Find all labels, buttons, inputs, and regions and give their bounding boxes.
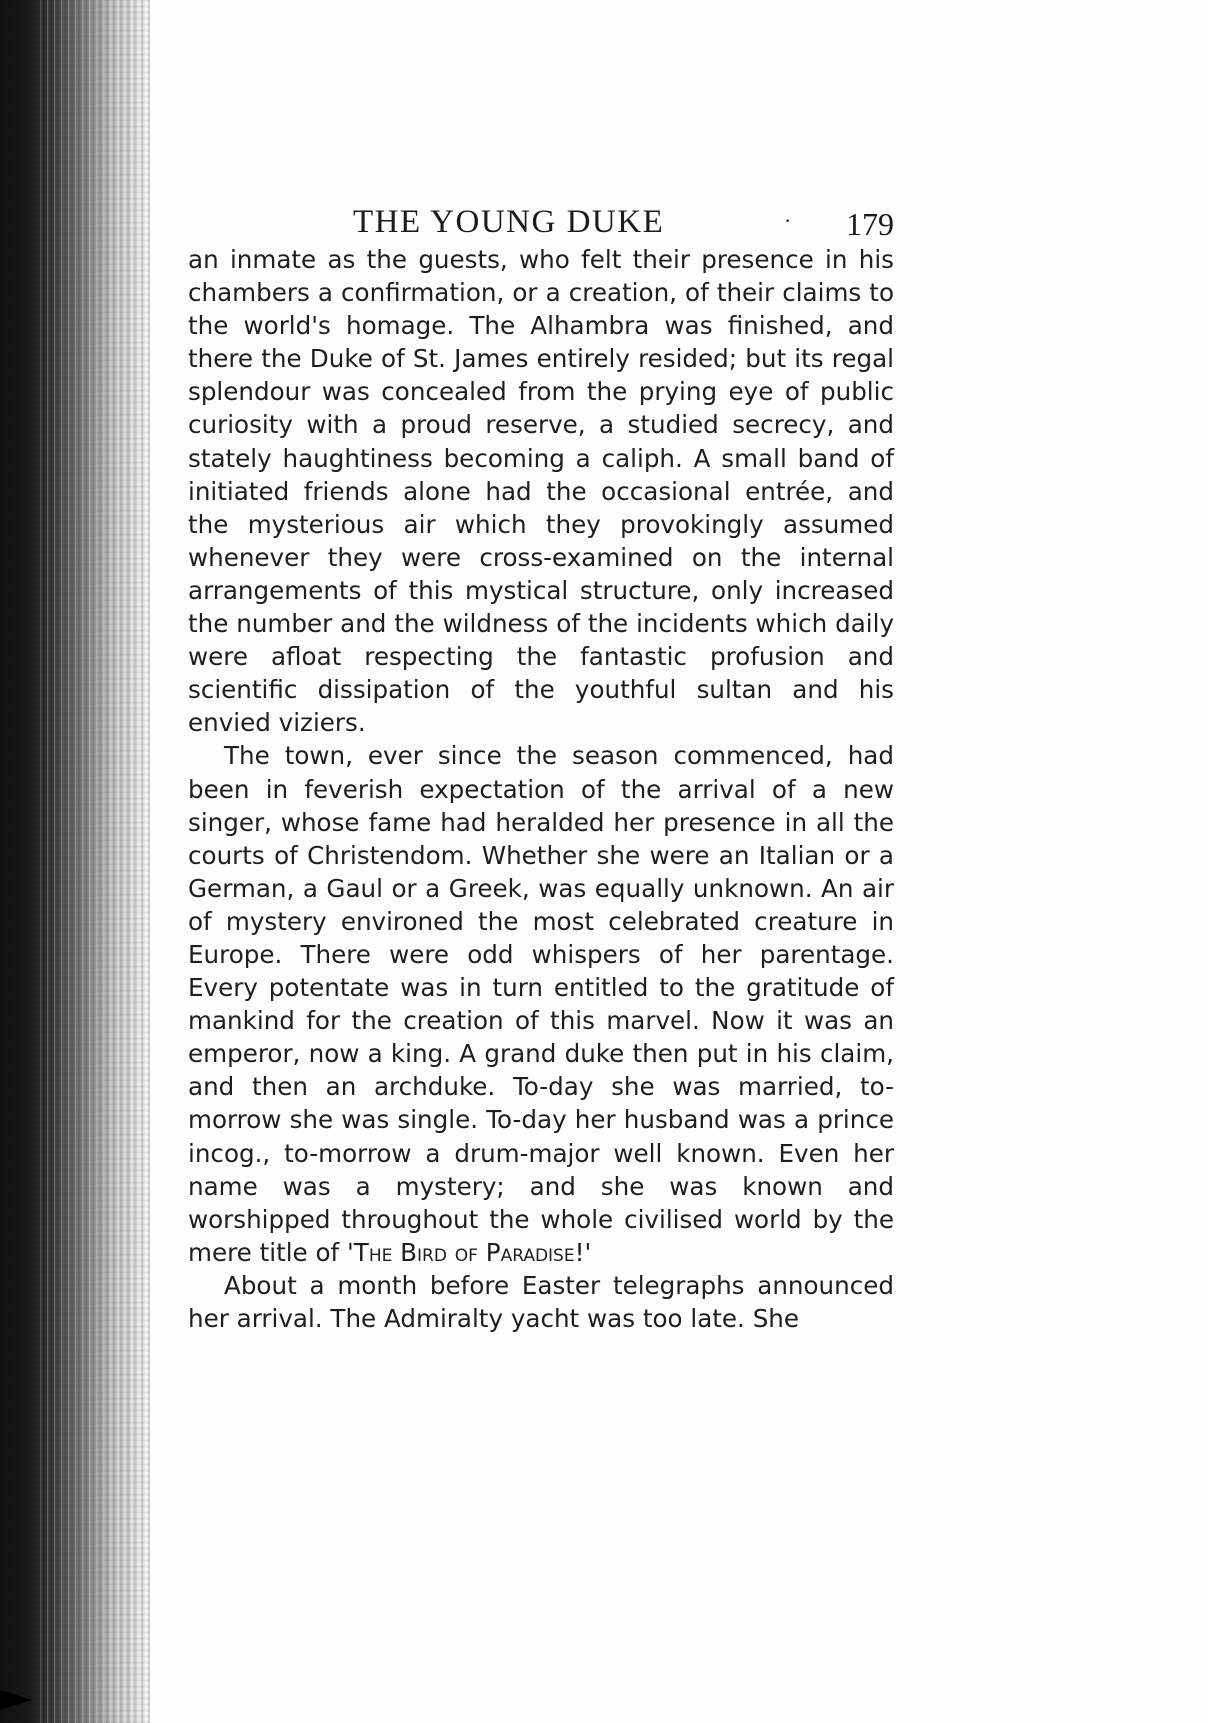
paragraph-2-text: The town, ever since the season commenced, had been in feverish expectation of the arrival of a new singer, whose fame had heralded her presence in all the courts of Christendom. Whether she were an Italian or a German, a Gaul or a Greek, was equally unknown. An air of mystery environed the most celebrated creature in Europe. There were odd whispers of her parentage. Every potentate was in turn entitled to the gratitude of mankind for the creation of this marvel. Now it was an emperor, now a king. A grand duke then put in his claim, and then an archduke. To-day she was married, to-morrow she was single. To-day her husband was a prince incog., to-morrow a drum-major well known. Even her name was a mystery; and she was known and worshipped throughout the whole civilised world by the mere title of xyxy=(188,741,894,1267)
paragraph-2 xyxy=(188,739,894,1269)
paragraph-3: About a month before Easter telegraphs announced her arrival. The Admiralty yacht was too late. She xyxy=(188,1270,894,1333)
bird-of-paradise-title: 'The Bird of Paradise!' xyxy=(347,1237,592,1267)
header-separator: · xyxy=(784,208,792,233)
body-text xyxy=(188,243,894,1335)
binding-texture xyxy=(40,0,150,1723)
scan-corner-mark xyxy=(0,1690,32,1710)
page-number: 179 xyxy=(846,206,894,242)
paragraph-1: an inmate as the guests, who felt their presence in his chambers a confirmation, or a creation, of their claims to the world's homage. The Alhambra was finished, and there the Duke of St. James entirely resided; but its regal splendour was concealed from the prying eye of public curiosity with a proud reserve, a studied secrecy, and stately haughtiness becoming a caliph. A small band of initiated friends alone had the occasional entrée, and the mysterious air which they provokingly assumed whenever they were cross-examined on the internal arrangements of this mystical structure, only increased the number and the wildness of the incidents which daily were afloat respecting the fantastic profusion and scientific dissipation of the youthful sultan and his envied viziers. xyxy=(188,245,894,738)
running-title: THE YOUNG DUKE xyxy=(353,204,665,240)
